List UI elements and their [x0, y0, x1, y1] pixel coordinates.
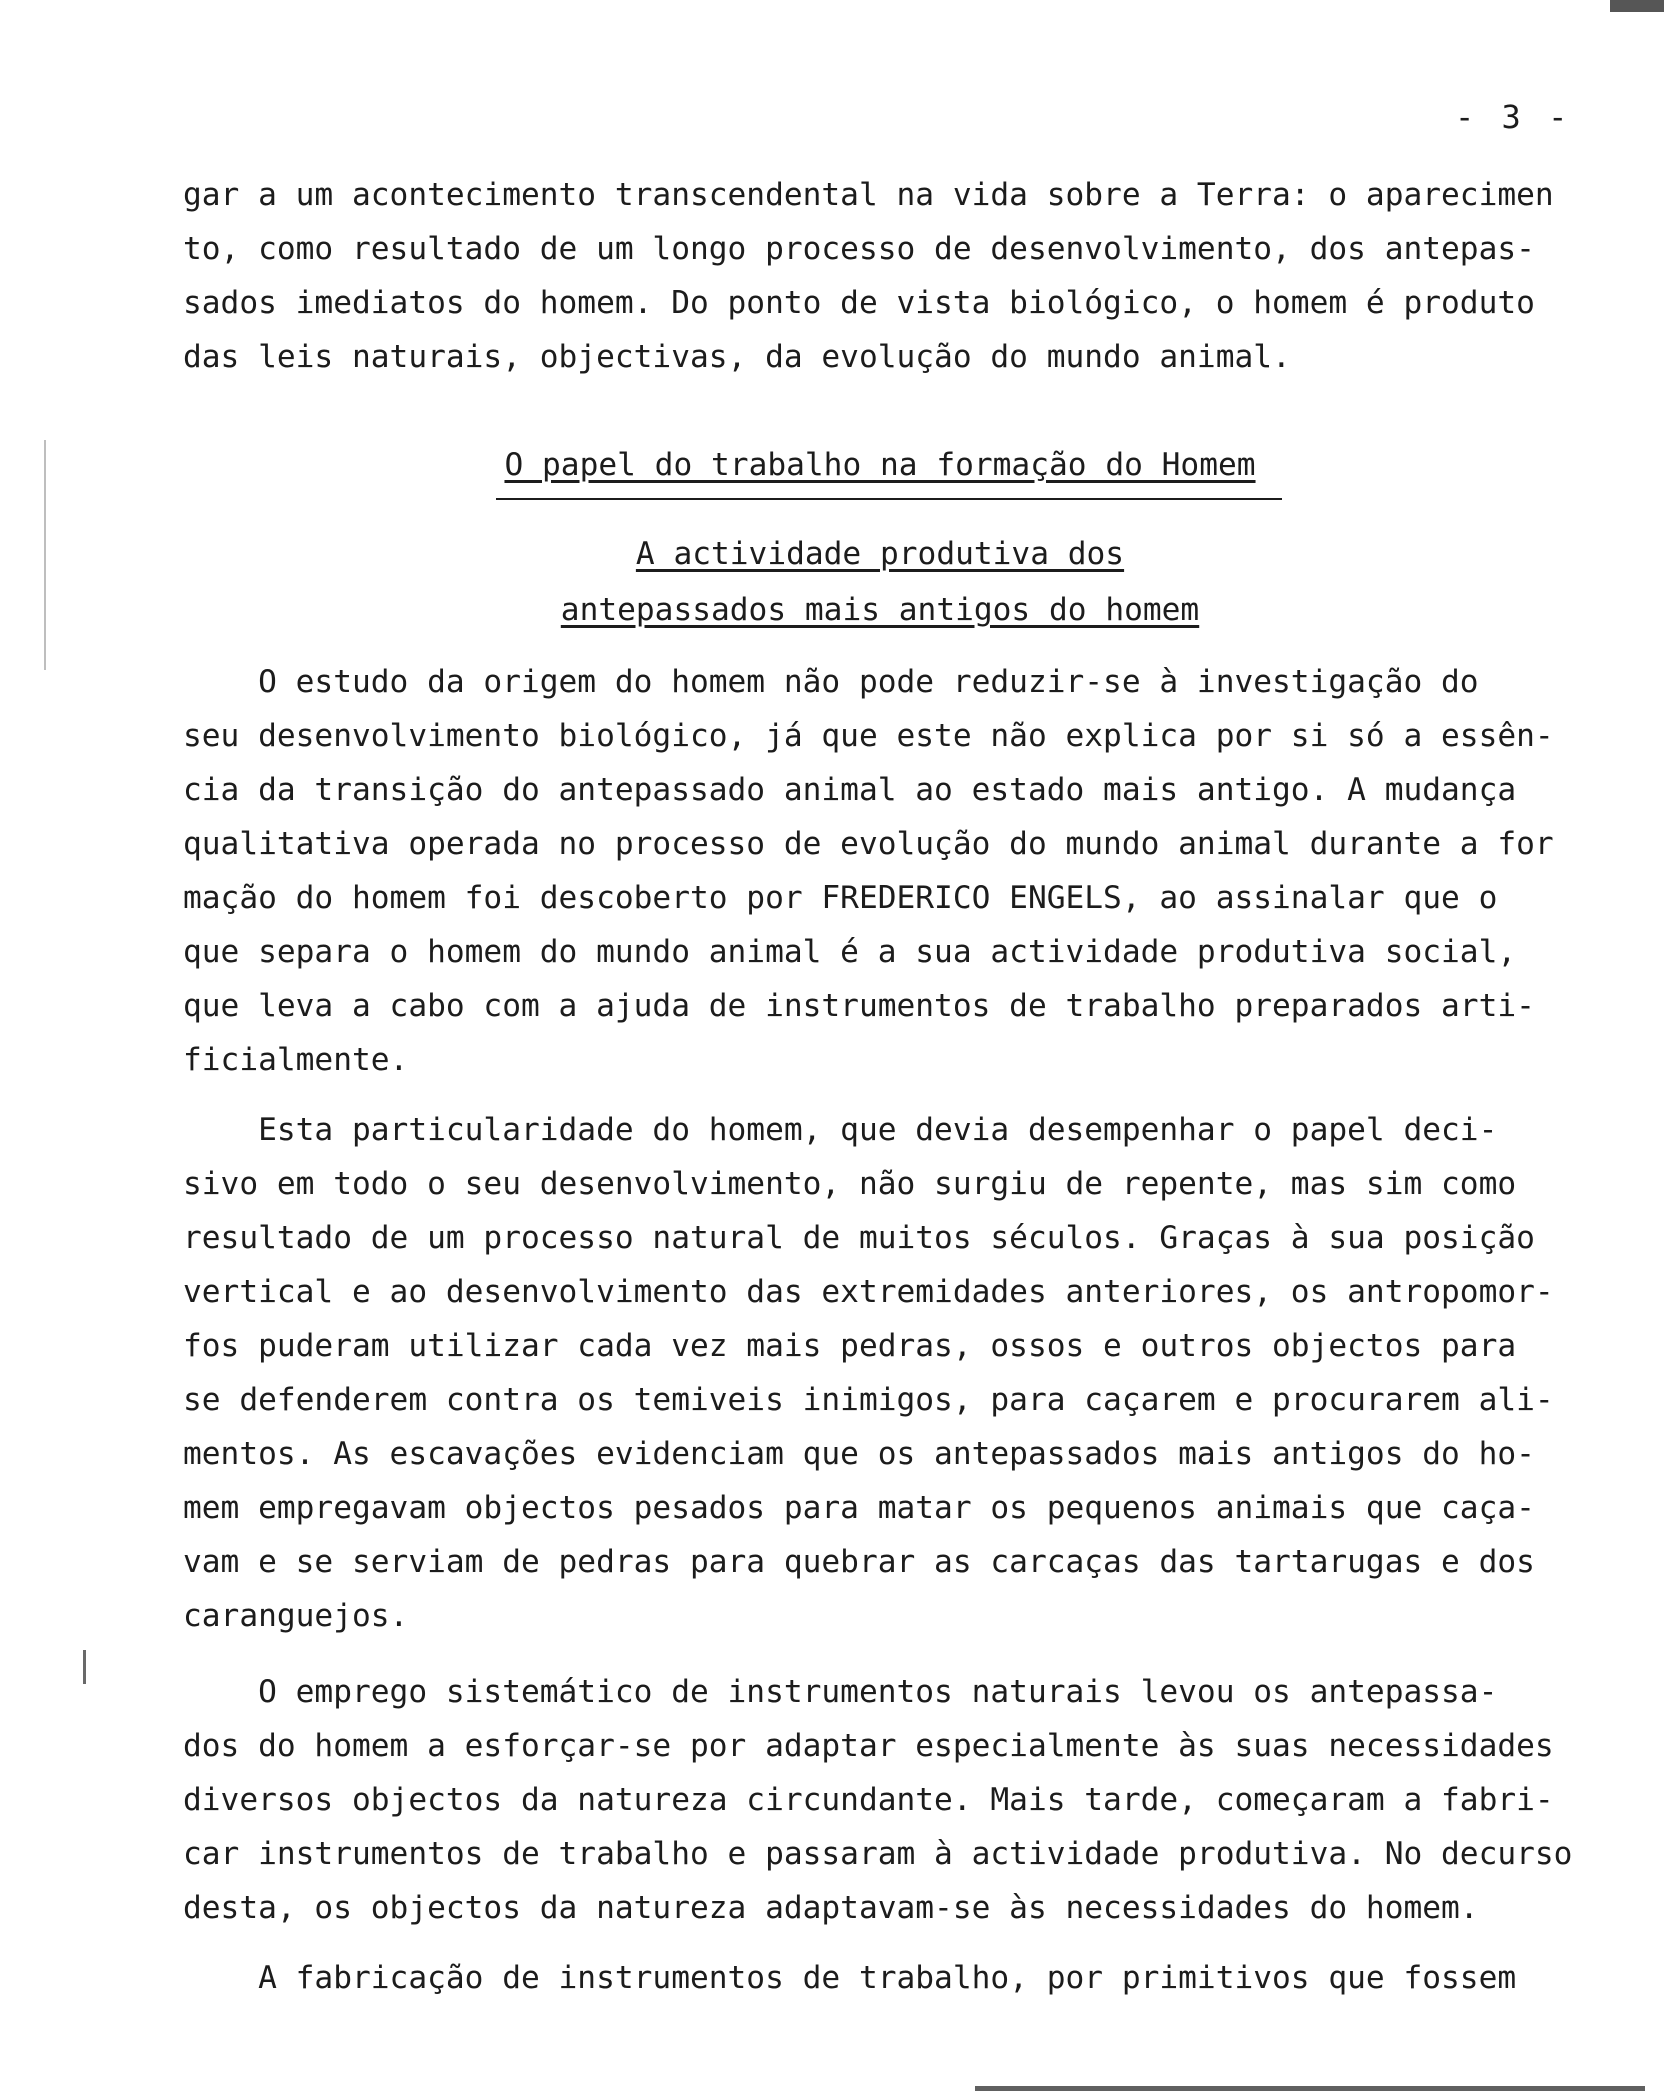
- text-line: to, como resultado de um longo processo de desenvolvimento, dos antepas-: [183, 231, 1535, 267]
- text-line: gar a um acontecimento transcendental na vida sobre a Terra: o aparecimen: [183, 177, 1554, 213]
- text-line: sivo em todo o seu desenvolvimento, não surgiu de repente, mas sim como: [183, 1166, 1517, 1202]
- corner-shadow: [1610, 0, 1664, 12]
- text-line: ficialmente.: [183, 1042, 409, 1078]
- margin-mark: [44, 440, 46, 670]
- text-line: mem empregavam objectos pesados para matar os pequenos animais que caça-: [183, 1490, 1535, 1526]
- subsection-title-line-1: A actividade produtiva dos: [635, 536, 1125, 572]
- text-line: resultado de um processo natural de muitos séculos. Graças à sua posição: [183, 1220, 1535, 1256]
- subsection-title-line-2: antepassados mais antigos do homem: [560, 592, 1200, 628]
- text-line: das leis naturais, objectivas, da evolução do mundo animal.: [183, 339, 1291, 375]
- text-line: vertical e ao desenvolvimento das extremidades anteriores, os antropomor-: [183, 1274, 1554, 1310]
- text-line: desta, os objectos da natureza adaptavam-se às necessidades do homem.: [183, 1890, 1479, 1926]
- text-line: mentos. As escavações evidenciam que os antepassados mais antigos do ho-: [183, 1436, 1535, 1472]
- text-line: car instrumentos de trabalho e passaram à actividade produtiva. No decurso: [183, 1836, 1573, 1872]
- section-title: O papel do trabalho na formação do Homem: [504, 447, 1256, 483]
- margin-mark: [83, 1650, 86, 1684]
- text-line: Esta particularidade do homem, que devia desempenhar o papel deci-: [183, 1112, 1498, 1148]
- text-line: diversos objectos da natureza circundante. Mais tarde, começaram a fabri-: [183, 1782, 1554, 1818]
- section-title-rule: [496, 498, 1282, 500]
- text-line: caranguejos.: [183, 1598, 409, 1634]
- text-line: que separa o homem do mundo animal é a sua actividade produtiva social,: [183, 934, 1517, 970]
- text-line: vam e se serviam de pedras para quebrar as carcaças das tartarugas e dos: [183, 1544, 1535, 1580]
- text-line: A fabricação de instrumentos de trabalho, por primitivos que fossem: [183, 1960, 1517, 1996]
- page-edge-shadow: [975, 2086, 1645, 2091]
- text-line: cia da transição do antepassado animal ao estado mais antigo. A mudança: [183, 772, 1517, 808]
- text-line: O estudo da origem do homem não pode reduzir-se à investigação do: [183, 664, 1479, 700]
- text-line: que leva a cabo com a ajuda de instrumentos de trabalho preparados arti-: [183, 988, 1535, 1024]
- page-number: - 3 -: [1455, 98, 1572, 136]
- text-line: fos puderam utilizar cada vez mais pedras, ossos e outros objectos para: [183, 1328, 1517, 1364]
- text-line: dos do homem a esforçar-se por adaptar especialmente às suas necessidades: [183, 1728, 1554, 1764]
- text-line: seu desenvolvimento biológico, já que este não explica por si só a essên-: [183, 718, 1554, 754]
- text-line: O emprego sistemático de instrumentos naturais levou os antepassa-: [183, 1674, 1498, 1710]
- text-line: qualitativa operada no processo de evolução do mundo animal durante a for: [183, 826, 1554, 862]
- text-line: se defenderem contra os temiveis inimigos, para caçarem e procurarem ali-: [183, 1382, 1554, 1418]
- text-line: mação do homem foi descoberto por FREDERICO ENGELS, ao assinalar que o: [183, 880, 1498, 916]
- text-line: sados imediatos do homem. Do ponto de vista biológico, o homem é produto: [183, 285, 1535, 321]
